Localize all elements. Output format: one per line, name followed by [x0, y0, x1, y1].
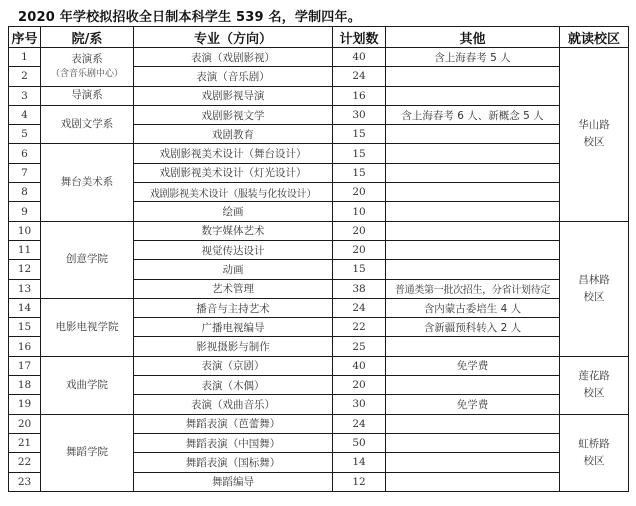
- table-row: [9, 356, 629, 375]
- plan-cell: 40: [333, 48, 386, 67]
- table-row: [9, 298, 629, 317]
- seq-cell: 16: [9, 337, 41, 356]
- seq-cell: 5: [9, 125, 41, 144]
- dept-name: 表演系: [71, 52, 103, 65]
- seq-cell: 22: [9, 453, 41, 472]
- plan-cell: 30: [333, 105, 386, 124]
- campus-line1: 昌林路: [578, 273, 610, 286]
- note-cell: [386, 125, 560, 144]
- note-cell: 含上海春考 5 人: [386, 48, 560, 67]
- dept-cell: 电影电视学院: [41, 298, 134, 356]
- major-cell: 舞蹈表演（中国舞）: [134, 433, 333, 452]
- note-cell: [386, 260, 560, 279]
- seq-cell: 19: [9, 395, 41, 414]
- note-cell: [386, 67, 560, 86]
- note-cell: 含新疆预科转入 2 人: [386, 318, 560, 337]
- major-cell: 播音与主持艺术: [134, 298, 333, 317]
- note-cell: [386, 86, 560, 105]
- campus-cell: [560, 414, 629, 491]
- note-cell: 免学费: [386, 395, 560, 414]
- plan-cell: 20: [333, 240, 386, 259]
- major-cell: 戏剧影视美术设计（服装与化妆设计）: [134, 183, 333, 202]
- header-plan: 计划数: [333, 27, 386, 48]
- dept-cell: 导演系: [41, 86, 134, 105]
- major-cell: 戏剧影视美术设计（灯光设计）: [134, 163, 333, 182]
- major-cell: 舞蹈表演（国标舞）: [134, 453, 333, 472]
- note-cell: [386, 472, 560, 491]
- note-cell: [386, 453, 560, 472]
- plan-cell: 50: [333, 433, 386, 452]
- seq-cell: 6: [9, 144, 41, 163]
- seq-cell: 3: [9, 86, 41, 105]
- plan-cell: 24: [333, 67, 386, 86]
- major-cell: 绘画: [134, 202, 333, 221]
- major-cell: 戏剧影视导演: [134, 86, 333, 105]
- table-row: [9, 86, 629, 105]
- seq-cell: 12: [9, 260, 41, 279]
- seq-cell: 15: [9, 318, 41, 337]
- campus-cell: [560, 356, 629, 414]
- campus-line2: 校区: [583, 387, 605, 400]
- campus-line1: 华山路: [578, 119, 610, 132]
- plan-cell: 15: [333, 163, 386, 182]
- major-cell: 数字媒体艺术: [134, 221, 333, 240]
- table-row: [9, 105, 629, 124]
- note-cell: [386, 163, 560, 182]
- dept-cell: 戏剧文学系: [41, 105, 134, 144]
- table-row: [9, 144, 629, 163]
- major-cell: 舞蹈表演（芭蕾舞）: [134, 414, 333, 433]
- plan-cell: 25: [333, 337, 386, 356]
- seq-cell: 1: [9, 48, 41, 67]
- plan-cell: 30: [333, 395, 386, 414]
- dept-cell: 戏曲学院: [41, 356, 134, 414]
- plan-cell: 20: [333, 183, 386, 202]
- plan-cell: 12: [333, 472, 386, 491]
- major-cell: 表演（戏剧影视）: [134, 48, 333, 67]
- major-cell: 艺术管理: [134, 279, 333, 298]
- seq-cell: 11: [9, 240, 41, 259]
- header-major: 专业（方向）: [134, 27, 333, 48]
- campus-line2: 校区: [583, 454, 605, 467]
- note-cell: [386, 414, 560, 433]
- plan-cell: 16: [333, 86, 386, 105]
- seq-cell: 23: [9, 472, 41, 491]
- seq-cell: 17: [9, 356, 41, 375]
- major-cell: 表演（木偶）: [134, 376, 333, 395]
- plan-cell: 22: [333, 318, 386, 337]
- seq-cell: 13: [9, 279, 41, 298]
- major-cell: 表演（音乐剧）: [134, 67, 333, 86]
- major-cell: 动画: [134, 260, 333, 279]
- note-cell: 含上海春考 6 人、新概念 5 人: [386, 105, 560, 124]
- campus-cell: [560, 48, 629, 222]
- note-cell: 普通类第一批次招生，分省计划待定: [386, 279, 560, 298]
- note-cell: [386, 433, 560, 452]
- seq-cell: 2: [9, 67, 41, 86]
- major-cell: 戏剧影视美术设计（舞台设计）: [134, 144, 333, 163]
- note-cell: [386, 183, 560, 202]
- dept-cell: [41, 48, 134, 87]
- note-cell: [386, 144, 560, 163]
- header-campus: 就读校区: [560, 27, 629, 48]
- plan-cell: 15: [333, 125, 386, 144]
- plan-cell: 20: [333, 376, 386, 395]
- dept-cell: 舞台美术系: [41, 144, 134, 221]
- header-note: 其他: [386, 27, 560, 48]
- note-cell: [386, 240, 560, 259]
- plan-cell: 20: [333, 221, 386, 240]
- seq-cell: 7: [9, 163, 41, 182]
- page-title: 2020 年学校拟招收全日制本科学生 539 名，学制四年。: [18, 10, 361, 25]
- plan-cell: 24: [333, 298, 386, 317]
- plan-cell: 15: [333, 260, 386, 279]
- plan-cell: 40: [333, 356, 386, 375]
- header-dept: 院/系: [41, 27, 134, 48]
- dept-subname: （含音乐剧中心）: [50, 68, 123, 79]
- plan-cell: 10: [333, 202, 386, 221]
- seq-cell: 9: [9, 202, 41, 221]
- major-cell: 表演（京剧）: [134, 356, 333, 375]
- plan-cell: 38: [333, 279, 386, 298]
- note-cell: [386, 202, 560, 221]
- campus-line1: 虹桥路: [578, 437, 610, 450]
- header-seq: 序号: [9, 27, 41, 48]
- campus-line2: 校区: [583, 136, 605, 149]
- table-row: [9, 414, 629, 433]
- note-cell: [386, 221, 560, 240]
- seq-cell: 4: [9, 105, 41, 124]
- seq-cell: 10: [9, 221, 41, 240]
- seq-cell: 14: [9, 298, 41, 317]
- major-cell: 舞蹈编导: [134, 472, 333, 491]
- note-cell: [386, 376, 560, 395]
- table-row: [9, 48, 629, 67]
- major-cell: 戏剧影视文学: [134, 105, 333, 124]
- campus-line2: 校区: [583, 290, 605, 303]
- seq-cell: 21: [9, 433, 41, 452]
- campus-line1: 莲花路: [578, 370, 610, 383]
- table-header-row: [9, 27, 629, 48]
- plan-cell: 24: [333, 414, 386, 433]
- major-cell: 广播电视编导: [134, 318, 333, 337]
- seq-cell: 18: [9, 376, 41, 395]
- dept-cell: 创意学院: [41, 221, 134, 298]
- major-cell: 表演（戏曲音乐）: [134, 395, 333, 414]
- note-cell: [386, 337, 560, 356]
- major-cell: 视觉传达设计: [134, 240, 333, 259]
- table-row: [9, 221, 629, 240]
- major-cell: 影视摄影与制作: [134, 337, 333, 356]
- campus-cell: [560, 221, 629, 356]
- dept-cell: 舞蹈学院: [41, 414, 134, 491]
- plan-cell: 14: [333, 453, 386, 472]
- note-cell: 免学费: [386, 356, 560, 375]
- enrollment-plan-table: [8, 26, 629, 492]
- note-cell: 含内蒙古委培生 4 人: [386, 298, 560, 317]
- plan-cell: 15: [333, 144, 386, 163]
- seq-cell: 8: [9, 183, 41, 202]
- major-cell: 戏剧教育: [134, 125, 333, 144]
- seq-cell: 20: [9, 414, 41, 433]
